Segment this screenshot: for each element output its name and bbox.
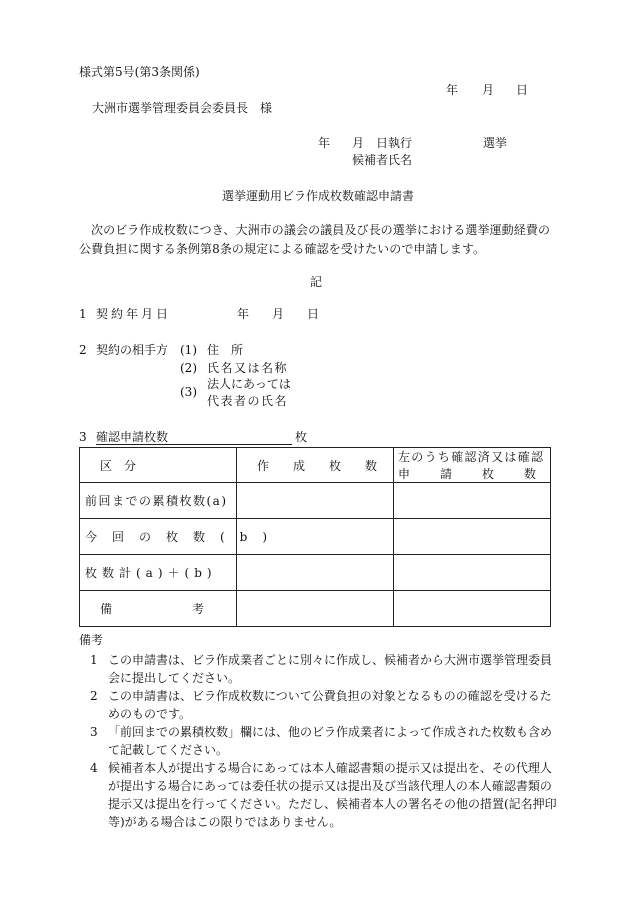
date-month: 月 bbox=[482, 83, 495, 97]
item3-number: 3 bbox=[79, 430, 87, 444]
item1-day: 日 bbox=[307, 307, 320, 321]
table-header-row bbox=[80, 448, 551, 483]
item1-month: 月 bbox=[272, 307, 285, 321]
notes-heading: 備考 bbox=[79, 633, 104, 647]
date-year: 年 bbox=[446, 83, 459, 97]
row-remarks-label: 備考 bbox=[80, 591, 237, 627]
item3-count-line bbox=[96, 444, 292, 445]
election-month: 月 bbox=[352, 136, 365, 150]
item1-year: 年 bbox=[237, 307, 250, 321]
row1-created-cell[interactable] bbox=[237, 483, 394, 519]
table-row bbox=[80, 519, 551, 555]
intro-paragraph: 次のビラ作成枚数につき、大洲市の議会の議員及び長の選挙における選挙運動経費の公費負担に関する条例第8条の規定による確認を受けたいので申請します。 bbox=[79, 223, 551, 256]
row4-confirmed-cell[interactable] bbox=[394, 591, 551, 627]
row-this-time-label: 今回の枚数(b) bbox=[80, 519, 237, 555]
item2-sub3-number: (3) bbox=[180, 385, 197, 399]
item2-sub1-number: (1) bbox=[180, 343, 197, 357]
election-type: 選挙 bbox=[483, 136, 508, 150]
row3-created-cell[interactable] bbox=[237, 555, 394, 591]
election-year: 年 bbox=[318, 136, 331, 150]
item1-number: 1 bbox=[79, 307, 87, 321]
header-confirmed-count: 左のうち確認済又は確認 申請枚数 bbox=[394, 448, 551, 483]
form-number: 様式第5号(第3条関係) bbox=[79, 65, 200, 79]
election-executed: 日執行 bbox=[376, 136, 413, 150]
table-row bbox=[80, 483, 551, 519]
candidate-label: 候補者氏名 bbox=[352, 153, 413, 167]
table-row bbox=[80, 591, 551, 627]
note-4: 4 候補者本人が提出する場合にあっては本人確認書類の提示又は提出を、その代理人が提出する場合にあっては委任状の提示又は提出及び当該代理人の本人確認書類の提示又は提出を行ってください。ただし、候補者本人の署名その他の措置(記名押印等)がある場合はこの限りではありません。 bbox=[90, 761, 557, 829]
row2-created-cell[interactable] bbox=[237, 519, 394, 555]
item2-sub3-line2: 代表者の氏名 bbox=[207, 394, 289, 408]
item3-unit: 枚 bbox=[295, 430, 308, 444]
item2-sub3-line1: 法人にあっては bbox=[207, 377, 291, 391]
item1-label: 契約年月日 bbox=[96, 307, 172, 321]
row2-confirmed-cell[interactable] bbox=[394, 519, 551, 555]
header-category: 区 分 bbox=[80, 448, 237, 483]
count-table bbox=[79, 447, 567, 627]
date-day: 日 bbox=[516, 83, 529, 97]
record-mark: 記 bbox=[310, 275, 323, 289]
addressee: 大洲市選挙管理委員会委員長 様 bbox=[92, 101, 273, 115]
row-total-label: 枚数計(a)＋(b) bbox=[80, 555, 237, 591]
row4-created-cell[interactable] bbox=[237, 591, 394, 627]
note-3: 3 「前回までの累積枚数」欄には、他のビラ作成業者によって作成された枚数も含めて記載してください。 bbox=[90, 725, 553, 757]
row1-confirmed-cell[interactable] bbox=[394, 483, 551, 519]
document-title: 選挙運動用ビラ作成枚数確認申請書 bbox=[222, 189, 415, 203]
row-previous-cumulative-label: 前回までの累積枚数(a) bbox=[80, 483, 237, 519]
note-1: 1 この申請書は、ビラ作成業者ごとに別々に作成し、候補者から大洲市選挙管理委員会に提出してください。 bbox=[90, 653, 553, 685]
header-created-count: 作成枚数 bbox=[237, 448, 394, 483]
item2-number: 2 bbox=[79, 343, 87, 357]
row3-confirmed-cell[interactable] bbox=[394, 555, 551, 591]
item3-label: 確認申請枚数 bbox=[96, 430, 169, 444]
note-2: 2 この申請書は、ビラ作成枚数について公費負担の対象となるものの確認を受けるためのものです。 bbox=[90, 689, 552, 721]
table-row bbox=[80, 555, 551, 591]
item2-sub2-number: (2) bbox=[180, 361, 197, 375]
item2-sub2-label: 氏名又は名称 bbox=[207, 361, 289, 375]
item2-label: 契約の相手方 bbox=[96, 343, 169, 357]
item2-sub1-label: 住 所 bbox=[207, 343, 244, 357]
